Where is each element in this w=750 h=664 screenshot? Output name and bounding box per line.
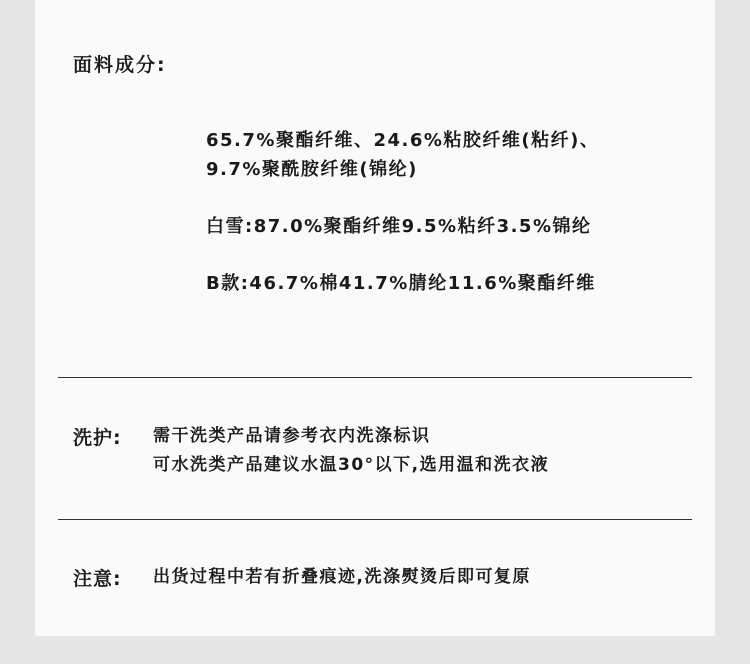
notice-label: 注意: [73,568,122,590]
product-info-card [35,0,715,636]
fabric-composition-line-1: 65.7%聚酯纤维、24.6%粘胶纤维(粘纤)、 [206,130,600,151]
care-instruction-wash: 可水洗类产品建议水温30°以下,选用温和洗衣液 [153,455,550,475]
care-label: 洗护: [73,427,122,449]
fabric-composition-b: B款:46.7%棉41.7%腈纶11.6%聚酯纤维 [206,273,596,294]
notice-text: 出货过程中若有折叠痕迹,洗涤熨烫后即可复原 [153,567,531,587]
care-instruction-dry-clean: 需干洗类产品请参考衣内洗涤标识 [153,426,431,446]
fabric-composition-white: 白雪:87.0%聚酯纤维9.5%粘纤3.5%锦纶 [206,216,592,237]
divider [58,377,692,378]
fabric-composition-line-2: 9.7%聚酰胺纤维(锦纶) [206,159,418,180]
fabric-heading: 面料成分: [73,54,167,76]
divider [58,519,692,520]
